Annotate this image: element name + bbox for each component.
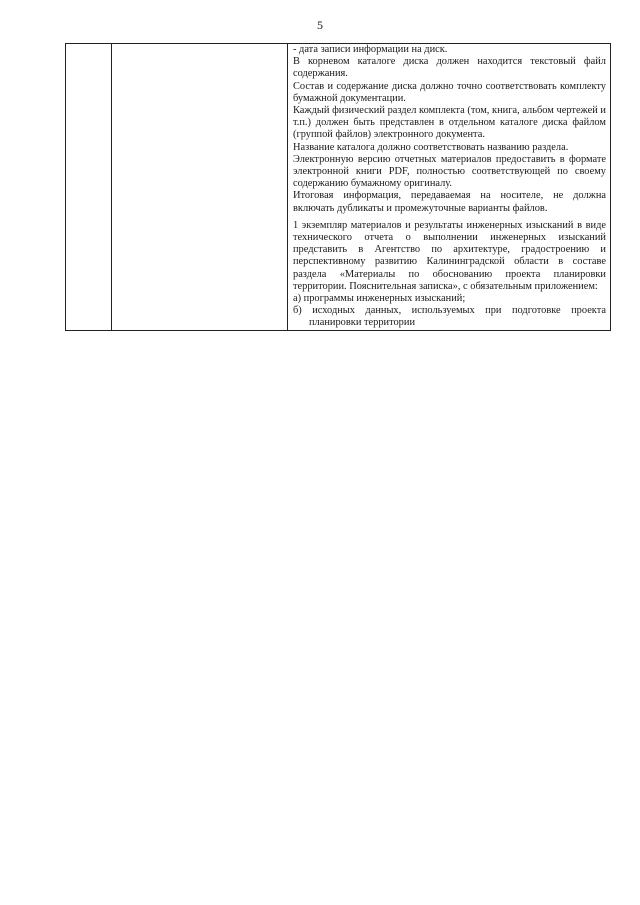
page-number: 5 bbox=[317, 18, 323, 32]
paragraph-root-catalog: В корневом каталоге диска должен находится текстовый файл содержания. bbox=[293, 56, 606, 80]
paragraph-appendix-b: б) исходных данных, используемых при подготовке проекта планировки территории bbox=[293, 305, 606, 329]
paragraph-catalog-name: Название каталога должно соответствовать названию раздела. bbox=[293, 141, 569, 153]
paragraph-physical-section: Каждый физический раздел комплекта (том, книга, альбом чертежей и т.п.) должен быть представлен в отдельном каталоге диска файлом (группой файлов) электронного документа. bbox=[293, 105, 606, 141]
requirements-cell bbox=[288, 44, 611, 331]
paragraph-technical-report: 1 экземпляр материалов и результаты инженерных изысканий в виде технического отчета о выполнении инженерных изысканий представить в Агентство по архитектуре, градостроению и перспективному развитию Калининградской области в составе раздела «Материалы по обоснованию проекта планировки территории. Пояснительная записка», с обязательным приложением: bbox=[293, 219, 606, 292]
paragraph-appendix-a: а) программы инженерных изысканий; bbox=[293, 293, 466, 305]
section-cell bbox=[112, 44, 288, 331]
number-cell bbox=[66, 44, 112, 331]
table-row bbox=[66, 44, 611, 331]
paragraph-disk-contents: Состав и содержание диска должно точно соответствовать комплекту бумажной документации. bbox=[293, 80, 606, 104]
paragraph-no-duplicates: Итоговая информация, передаваемая на носителе, не должна включать дубликаты и промежуточные варианты файлов. bbox=[293, 190, 606, 214]
paragraph-write-date: - дата записи информации на диск. bbox=[293, 44, 448, 55]
paragraph-pdf-version: Электронную версию отчетных материалов предоставить в формате электронной книги PDF, полностью соответствующей по своему содержанию бумажному оригиналу. bbox=[293, 153, 606, 190]
requirements-table bbox=[65, 43, 611, 331]
